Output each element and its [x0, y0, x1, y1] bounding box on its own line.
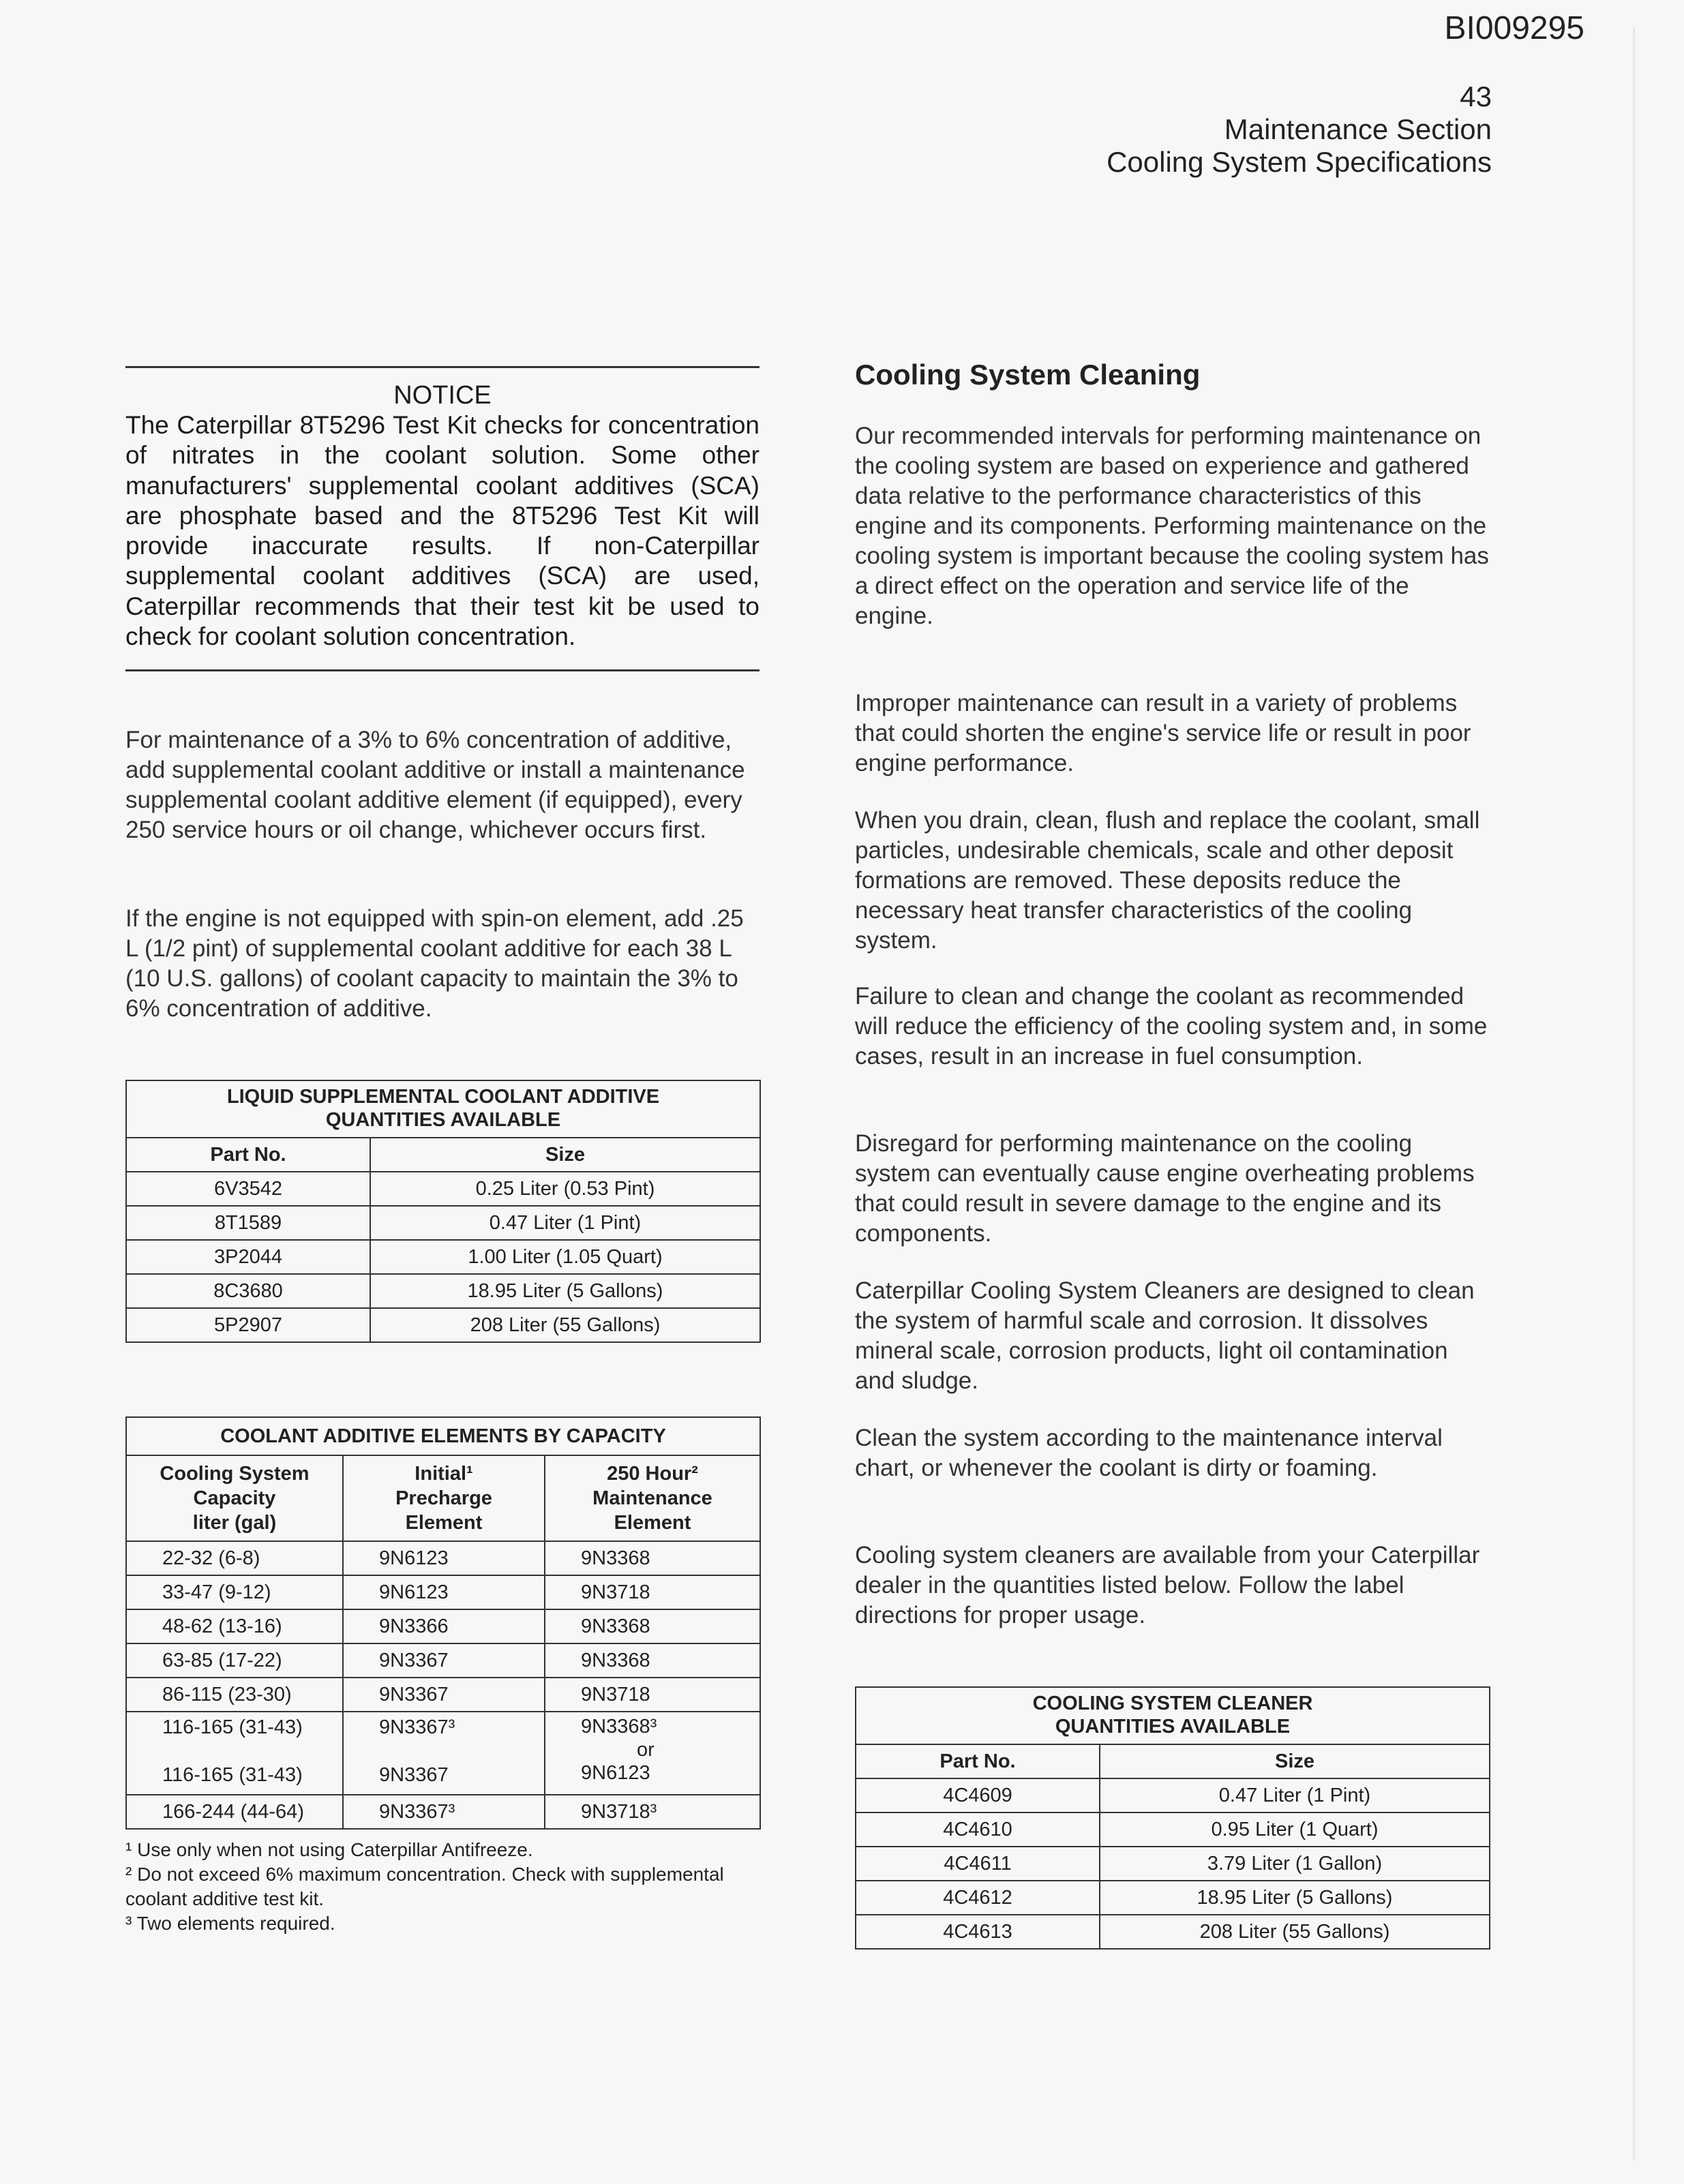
table-row: 3P2044 1.00 Liter (1.05 Quart) — [126, 1240, 760, 1274]
column-header-capacity: Cooling System Capacity liter (gal) — [126, 1455, 343, 1541]
column-header: Size — [370, 1138, 760, 1172]
table-row: 8T1589 0.47 Liter (1 Pint) — [126, 1206, 760, 1240]
footnotes — [125, 1838, 760, 1936]
table-row: 4C4609 0.47 Liter (1 Pint) — [856, 1778, 1490, 1813]
notice-text: The Caterpillar 8T5296 Test Kit checks for concentration of nitrates in the coolant solution. Some other manufacturers' supplemental coolant additives (SCA) are phosphate based and the 8T5296 Test Kit will provide inaccurate results. If non-Caterpillar supplemental coolant additives (SCA) are used, Caterpillar recommends that their test kit be used to check for coolant solution concentration. — [125, 411, 760, 651]
notice-box — [125, 366, 760, 671]
table-caption: COOLING SYSTEM CLEANER QUANTITIES AVAILABLE — [856, 1687, 1490, 1744]
column-header: Size — [1100, 1744, 1490, 1778]
table-row: 166-244 (44-64) 9N3367³ 9N3718³ — [126, 1795, 760, 1829]
table-row: 6V3542 0.25 Liter (0.53 Pint) — [126, 1172, 760, 1206]
table-caption: COOLANT ADDITIVE ELEMENTS BY CAPACITY — [126, 1417, 760, 1455]
column-header: Part No. — [856, 1744, 1100, 1778]
paragraph-improper-maintenance: Improper maintenance can result in a variety of problems that could shorten the engine's service life or result in poor engine performance. — [855, 690, 1471, 776]
paragraph-no-spin-on-element: If the engine is not equipped with spin-on element, add .25 L (1/2 pint) of supplemental coolant additive for each 38 L (10 U.S. gallons) of coolant capacity to maintain the 3% to 6% concentration of additive. — [125, 905, 744, 1022]
document-id: BI009295 — [1444, 10, 1584, 46]
table-row: 4C4610 0.95 Liter (1 Quart) — [856, 1813, 1490, 1847]
paragraph-disregard: Disregard for performing maintenance on the cooling system can eventually cause engine overheating problems that could result in severe damage to the engine and its components. — [855, 1130, 1475, 1247]
table-row: 33-47 (9-12) 9N6123 9N3718 — [126, 1575, 760, 1609]
table-row-multi: 116-165 (31-43) 116-165 (31-43) 9N3367³ 9N3367 9N3368³ or 9N6123 — [126, 1712, 760, 1795]
paragraph-failure-to-clean: Failure to clean and change the coolant as recommended will reduce the efficiency of the cooling system and, in some cases, result in an increase in fuel consumption. — [855, 983, 1488, 1070]
page-edge-shadow — [1633, 27, 1635, 2161]
sca-quantities-table — [125, 1080, 761, 1343]
page-header — [1107, 80, 1492, 179]
page-number: 43 — [1460, 80, 1492, 112]
paragraph-cleaners-designed: Caterpillar Cooling System Cleaners are designed to clean the system of harmful scale and corrosion. It dissolves mineral scale, corrosion products, light oil contamination and sludge. — [855, 1277, 1475, 1394]
footnote-3: ³ Two elements required. — [125, 1913, 335, 1934]
paragraph-intervals: Our recommended intervals for performing maintenance on the cooling system are based on experience and gathered data relative to the performance characteristics of this engine and its components. Performing maintenance on the cooling system is important because the cooling system has a direct effect on the operation and service life of the engine. — [855, 423, 1489, 629]
paragraph-availability: Cooling system cleaners are available from your Caterpillar dealer in the quantities listed below. Follow the label directions for proper usage. — [855, 1542, 1480, 1628]
table-row: 22-32 (6-8) 9N6123 9N3368 — [126, 1541, 760, 1575]
table-row: 4C4611 3.79 Liter (1 Gallon) — [856, 1847, 1490, 1881]
table-row: 4C4612 18.95 Liter (5 Gallons) — [856, 1881, 1490, 1915]
cleaner-quantities-table — [855, 1686, 1490, 1950]
section-title: Cooling System Cleaning — [855, 359, 1201, 391]
footnote-2: ² Do not exceed 6% maximum concentration. Check with supplemental coolant additive test kit. — [125, 1864, 724, 1909]
coolant-additive-elements-table — [125, 1416, 761, 1830]
table-row: 5P2907 208 Liter (55 Gallons) — [126, 1308, 760, 1342]
table-row: 4C4613 208 Liter (55 Gallons) — [856, 1915, 1490, 1949]
paragraph-drain-clean: When you drain, clean, flush and replace the coolant, small particles, undesirable chemicals, scale and other deposit formations are removed. These deposits reduce the necessary heat transfer characteristics of the cooling system. — [855, 807, 1480, 954]
section-name: Maintenance Section — [1224, 113, 1492, 145]
column-header: Part No. — [126, 1138, 370, 1172]
column-header-precharge: Initial¹ Precharge Element — [343, 1455, 545, 1541]
paragraph-maintenance-interval: For maintenance of a 3% to 6% concentration of additive, add supplemental coolant additive or install a maintenance supplemental coolant additive element (if equipped), every 250 service hours or oil change, whichever occurs first. — [125, 727, 745, 843]
footnote-1: ¹ Use only when not using Caterpillar Antifreeze. — [125, 1839, 533, 1860]
column-header-maintenance: 250 Hour² Maintenance Element — [545, 1455, 760, 1541]
table-row: 48-62 (13-16) 9N3366 9N3368 — [126, 1609, 760, 1643]
table-row: 63-85 (17-22) 9N3367 9N3368 — [126, 1643, 760, 1678]
subsection-name: Cooling System Specifications — [1107, 146, 1492, 178]
table-row: 8C3680 18.95 Liter (5 Gallons) — [126, 1274, 760, 1308]
table-caption: LIQUID SUPPLEMENTAL COOLANT ADDITIVE QUANTITIES AVAILABLE — [126, 1080, 760, 1138]
paragraph-clean-schedule: Clean the system according to the maintenance interval chart, or whenever the coolant is dirty or foaming. — [855, 1425, 1443, 1481]
notice-title: NOTICE — [393, 381, 492, 410]
table-row: 86-115 (23-30) 9N3367 9N3718 — [126, 1678, 760, 1712]
